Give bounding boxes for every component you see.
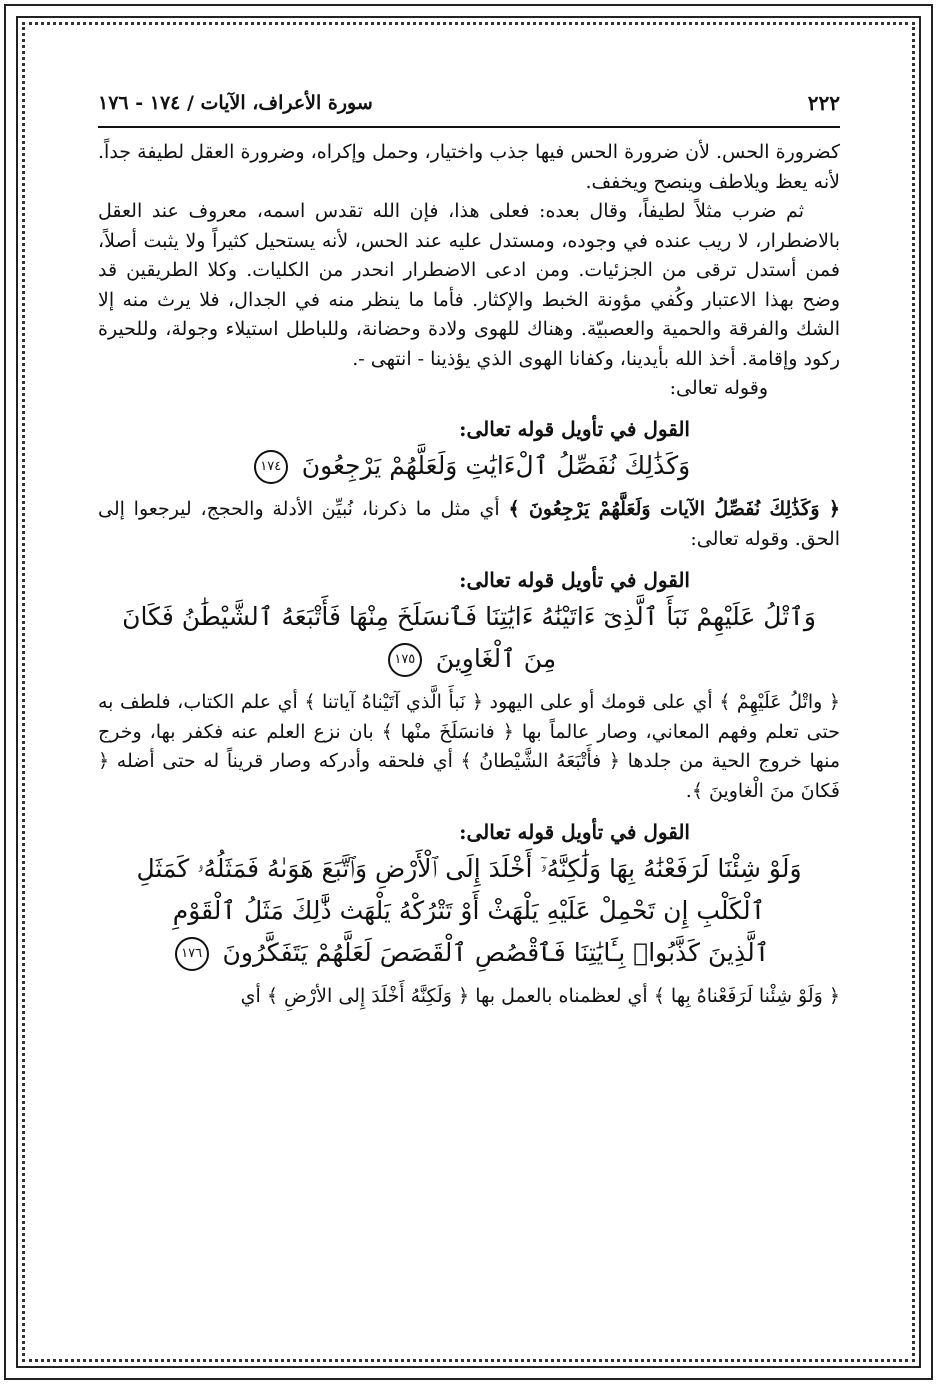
verse-line-1: وَلَوْ شِئْنَا لَرَفَعْنَٰهُ بِهَا وَلَٰكِنَّهُۥٓ أَخْلَدَ إِلَى ٱلْأَرْضِ وَٱتَّبَعَ هَوَىٰهُ فَمَثَلُهُۥ كَمَثَلِ xyxy=(136,854,802,883)
paragraph-2: ثم ضرب مثلاً لطيفاً، وقال بعده: فعلى هذا، فإن الله تقدس اسمه، معروف عند العقل بالاضطرار، لا ريب عنده في وجوده، ومستدل عليه عند الحس، لأنه يستحيل كثيراً ولا يثبت أصلاً، فمن أستدل ترقى من الجزئيات. ومن ادعى الاضطرار انحدر من الكليات. وكلا الطريقين قد وضح بهذا الاعتبار وكُفي مؤونة الخبط والإكثار. فأما ما ينظر منه في الجدال، فلا يرث منه إلا الشك والفرقة والحمية والعصبيّة. وهناك للهوى ولادة وحضانة، وللباطل استيلاء وجولة، وللحيرة ركود وإقامة. أخذ الله بأيدينا، وكفانا الهوى الذي يؤذينا - انتهى -. xyxy=(98,200,840,370)
commentary-text: أي مثل ما ذكرنا، نُبيِّن الأدلة والحجج، ليرجعوا إلى الحق. وقوله تعالى: xyxy=(98,498,840,550)
commentary-176: ﴿ وَلَوْ شِئْنا لَرَفَعْناهُ بِها ﴾ أي لعظمناه بالعمل بها ﴿ وَلَكِنَّهُ أَخْلَدَ إِلى الأرْضِ ﴾ أي xyxy=(240,985,840,1007)
verse-line-2: ٱلْكَلْبِ إِن تَحْمِلْ عَلَيْهِ يَلْهَثْ أَوْ تَتْرُكْهُ يَلْهَث ذَّٰلِكَ مَثَلُ ٱلْقَوْمِ xyxy=(172,896,766,925)
paragraph-3: وقوله تعالى: xyxy=(669,377,768,399)
section-heading-176: القول في تأويل قوله تعالى: xyxy=(459,820,690,844)
page-number: ٢٢٢ xyxy=(807,91,840,115)
book-page xyxy=(98,80,840,1012)
quran-verse-175 xyxy=(98,596,840,680)
verse-line-2: مِنَ ٱلْغَاوِينَ xyxy=(435,644,557,673)
section-heading-174: القول في تأويل قوله تعالى: xyxy=(459,417,690,441)
quoted-verse: ﴿ وَكَذَٰلِكَ نُفَصِّلُ الآيات وَلَعَلَّهُمْ يَرْجِعُونَ ﴾ xyxy=(508,498,840,520)
commentary-174 xyxy=(98,495,840,554)
commentary-175: ﴿ واتْلُ عَلَيْهِمْ ﴾ أي على قومك أو على اليهود ﴿ نَبأَ الَّذي آتَيْناهُ آياتنا ﴾ أي علم الكتاب، فلطف به حتى تعلم وفهم المعاني، وصار عالماً بها ﴿ فانسَلَخَ منْها ﴾ بان نزع العلم عنه فكفر بها، وخرج منها خروج الحية من جلدها ﴿ فأَتْبَعَهُ الشَّيْطانُ ﴾ أي فلحقه وأدركه وصار قريناً له حتى أضله ﴿ فَكانَ منَ الْغاوينَ ﴾. xyxy=(98,691,840,802)
ayah-number-marker: ١٧٥ xyxy=(388,643,422,677)
paragraph-1: كضرورة الحس. لأن ضرورة الحس فيها جذب واختيار، وحمل وإكراه، وضرورة العقل لطيفة جداً. لأنه يعظ ويلاطف وينصح ويخفف. xyxy=(98,141,840,193)
page-header xyxy=(98,80,840,128)
verse-text: وَكَذَٰلِكَ نُفَصِّلُ ٱلْءَايَٰتِ وَلَعَلَّهُمْ يَرْجِعُونَ xyxy=(301,451,691,480)
section-heading-175: القول في تأويل قوله تعالى: xyxy=(459,568,690,592)
page-body xyxy=(98,128,840,1012)
verse-line-3: ٱلَّذِينَ كَذَّبُوا۟ بِـَٔايَٰتِنَا فَٱقْصُصِ ٱلْقَصَصَ لَعَلَّهُمْ يَتَفَكَّرُونَ xyxy=(222,938,770,967)
quran-verse-174 xyxy=(98,445,840,487)
ayah-number-marker: ١٧٦ xyxy=(175,937,209,971)
running-title: سورة الأعراف، الآيات / ١٧٤ - ١٧٦ xyxy=(98,92,373,114)
ayah-number-marker: ١٧٤ xyxy=(254,450,288,484)
verse-line-1: وَٱتْلُ عَلَيْهِمْ نَبَأَ ٱلَّذِىٓ ءَاتَيْنَٰهُ ءَايَٰتِنَا فَٱنسَلَخَ مِنْهَا فَأَتْبَعَهُ ٱلشَّيْطَٰنُ فَكَانَ xyxy=(122,602,816,631)
quran-verse-176 xyxy=(98,848,840,974)
